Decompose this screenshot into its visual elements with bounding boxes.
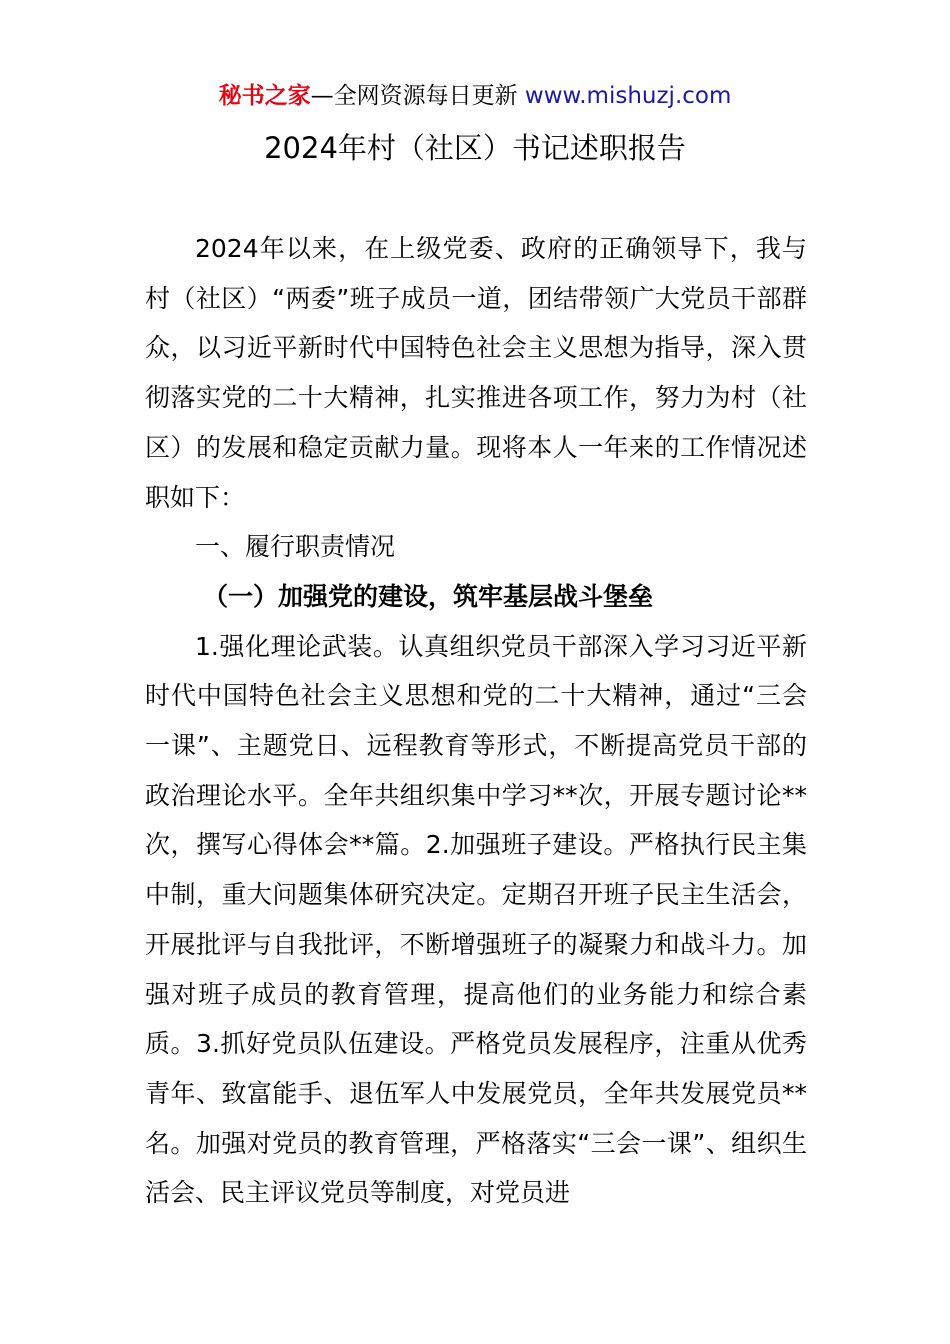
section-heading: 一、履行职责情况 bbox=[195, 532, 396, 562]
subsection-heading: （一）加强党的建设，筑牢基层战斗堡垒 bbox=[203, 581, 654, 611]
brand-name: 秘书之家 bbox=[218, 83, 311, 109]
site-url-link[interactable]: www.mishuzj.com bbox=[524, 83, 732, 109]
site-header bbox=[0, 78, 950, 114]
body-paragraph: 1.强化理论武装。认真组织党员干部深入学习习近平新时代中国特色社会主义思想和党的二十大精神，通过“三会一课”、主题党日、远程教育等形式，不断提高党员干部的政治理论水平。全年共组织集中学习**次，开展专题讨论**次，撰写心得体会**篇。2.加强班子建设。严格执行民主集中制，重大问题集体研究决定。定期召开班子民主生活会，开展批评与自我批评，不断增强班子的凝聚力和战斗力。加强对班子成员的教育管理，提高他们的业务能力和综合素质。3.抓好党员队伍建设。严格党员发展程序，注重从优秀青年、致富能手、退伍军人中发展党员，全年共发展党员**名。加强对党员的教育管理，严格落实“三会一课”、组织生活会、民主评议党员等制度，对党员进 bbox=[145, 631, 807, 1208]
document-title: 2024年村（社区）书记述职报告 bbox=[264, 131, 686, 165]
intro-paragraph: 2024年以来，在上级党委、政府的正确领导下，我与村（社区）“两委”班子成员一道，团结带领广大党员干部群众，以习近平新时代中国特色社会主义思想为指导，深入贯彻落实党的二十大精神，扎实推进各项工作，努力为村（社区）的发展和稳定贡献力量。现将本人一年来的工作情况述职如下： bbox=[145, 234, 807, 512]
header-tagline: —全网资源每日更新 bbox=[310, 83, 525, 109]
document-body bbox=[145, 224, 807, 1218]
